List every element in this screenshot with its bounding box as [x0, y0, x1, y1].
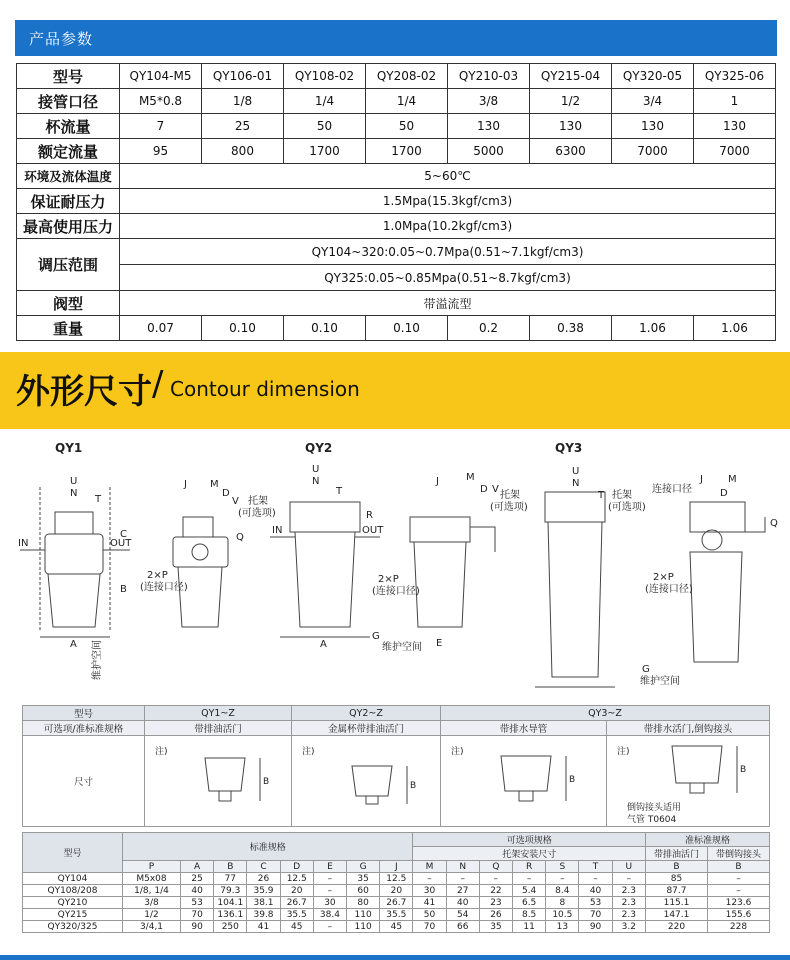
col-header: U	[612, 861, 645, 873]
label-bracket-3: 托架	[612, 490, 632, 501]
cell: QY215-04	[530, 64, 612, 89]
cell: 85	[645, 873, 707, 885]
row-model: QY210	[23, 897, 123, 909]
qy1-body	[55, 512, 93, 534]
header-cell: 可选项规格	[413, 833, 646, 847]
col-header: R	[513, 861, 546, 873]
cell: 26.7	[380, 897, 413, 909]
cell: 5~60℃	[120, 164, 776, 189]
cell: 1/2	[123, 909, 181, 921]
cell: QY106-01	[202, 64, 284, 89]
dim-letter: M	[210, 479, 219, 490]
dim-letter: A	[320, 639, 327, 650]
metal-bowl-drawing	[332, 746, 442, 826]
cell: QY208-02	[366, 64, 448, 89]
dim-letter: J	[184, 479, 187, 490]
qy2-front-head	[410, 517, 470, 542]
col-header: G	[347, 861, 380, 873]
cell: QY104-M5	[120, 64, 202, 89]
cell: 250	[214, 921, 247, 933]
cell: 12.5	[380, 873, 413, 885]
label-2p-2: 2×P	[378, 574, 399, 585]
dim-letter: R	[366, 510, 373, 521]
drain-tube-drawing	[471, 746, 591, 826]
row-label: 重量	[17, 316, 120, 341]
dim-letter: Q	[770, 518, 778, 529]
dim-letter: U	[70, 476, 78, 487]
cell: 8.5	[513, 909, 546, 921]
option-drawing-cell	[292, 736, 441, 827]
row-label: 保证耐压力	[17, 189, 120, 214]
label-conn-port: 连接口径	[652, 484, 692, 495]
cell: 23	[479, 897, 512, 909]
cell: 13	[546, 921, 579, 933]
dim-letter: T	[598, 490, 605, 501]
cell: 50	[366, 114, 448, 139]
cell: 1/4	[366, 89, 448, 114]
dim-letter: D	[480, 484, 488, 495]
section-banner	[0, 352, 790, 429]
cell: QY210-03	[448, 64, 530, 89]
cell: 41	[413, 897, 446, 909]
dim-letter: Q	[236, 532, 244, 543]
section-title-en: Contour dimension	[170, 377, 360, 401]
cell: 7000	[694, 139, 776, 164]
qy2-bowl	[178, 567, 222, 627]
cell: 20	[380, 885, 413, 897]
cell: 26.7	[280, 897, 313, 909]
cell: 104.1	[214, 897, 247, 909]
dim-b: B	[263, 777, 270, 787]
dim-letter: M	[466, 472, 475, 483]
dim-letter: U	[312, 464, 320, 475]
section-title-cn: 外形尺寸	[16, 372, 152, 412]
cell: 1700	[366, 139, 448, 164]
dim-letter: M	[728, 474, 737, 485]
dim-letter: C	[120, 529, 127, 540]
table-row	[17, 239, 776, 265]
col-header: E	[313, 861, 346, 873]
cell: 35.5	[280, 909, 313, 921]
row-model: QY320/325	[23, 921, 123, 933]
cell: 25	[202, 114, 284, 139]
cell: 130	[694, 114, 776, 139]
cell: 1/8, 1/4	[123, 885, 181, 897]
dim-letter: V	[492, 484, 499, 495]
table-row	[23, 861, 770, 873]
cell: 12.5	[280, 873, 313, 885]
dim-letter: U	[572, 466, 580, 477]
header-cell: 带排油活门	[145, 721, 292, 736]
label-port-note-2: (连接口径)	[372, 586, 420, 597]
row-model: QY104	[23, 873, 123, 885]
table-row	[23, 909, 770, 921]
header-cell: 型号	[23, 706, 145, 721]
drawing-title-qy3: QY3	[555, 441, 583, 455]
cell: –	[707, 873, 769, 885]
row-label: 阀型	[17, 291, 120, 316]
section-header-bar	[15, 20, 777, 56]
table-row	[17, 64, 776, 89]
table-row	[23, 833, 770, 847]
label-in-2: IN	[272, 525, 283, 536]
dim-letter: N	[572, 478, 580, 489]
col-header: B	[707, 861, 769, 873]
cell: QY320-05	[612, 64, 694, 89]
cell: 3/8	[123, 897, 181, 909]
cell: 5000	[448, 139, 530, 164]
cell: 2.3	[612, 885, 645, 897]
cell: 50	[413, 909, 446, 921]
header-cell: QY3~Z	[441, 706, 770, 721]
table-row	[23, 921, 770, 933]
cell: 1	[694, 89, 776, 114]
dimension-rows	[23, 873, 770, 933]
dim-b: B	[740, 765, 747, 775]
cell: 1700	[284, 139, 366, 164]
params-table	[16, 63, 776, 341]
label-port-note: (连接口径)	[140, 582, 188, 593]
col-header: B	[645, 861, 707, 873]
cell: 1.5Mpa(15.3kgf/cm3)	[120, 189, 776, 214]
bottom-border	[0, 955, 790, 960]
label-bracket-opt-2: (可选项)	[490, 502, 528, 513]
cell: –	[413, 873, 446, 885]
cell: 1.06	[694, 316, 776, 341]
label-bracket-opt: (可选项)	[238, 508, 276, 519]
cell: –	[313, 885, 346, 897]
row-model: QY215	[23, 909, 123, 921]
cell: 123.6	[707, 897, 769, 909]
cell: 40	[181, 885, 214, 897]
qy3-bowl	[548, 522, 602, 677]
cell: 50	[284, 114, 366, 139]
dim-letter: N	[70, 488, 78, 499]
note: 注)	[617, 747, 630, 757]
dim-letter: T	[336, 486, 343, 497]
cell: 66	[446, 921, 479, 933]
cell: –	[313, 873, 346, 885]
cell: –	[579, 873, 612, 885]
cell: 35.9	[247, 885, 280, 897]
cell: 110	[347, 909, 380, 921]
cell: 155.6	[707, 909, 769, 921]
section-title: 产品参数	[29, 30, 94, 48]
cell: 5.4	[513, 885, 546, 897]
dim-letter: T	[95, 494, 102, 505]
contour-drawings	[0, 432, 790, 702]
cell: 20	[280, 885, 313, 897]
cell: 45	[380, 921, 413, 933]
cell: 220	[645, 921, 707, 933]
col-header: M	[413, 861, 446, 873]
qy1-bowl	[48, 574, 100, 627]
cell: 130	[448, 114, 530, 139]
header-cell: 准标准规格	[645, 833, 769, 847]
cell: 3/8	[448, 89, 530, 114]
label-bracket: 托架	[248, 496, 268, 507]
col-header: J	[380, 861, 413, 873]
cell: 40	[579, 885, 612, 897]
cell: 35.5	[380, 909, 413, 921]
table-row	[17, 139, 776, 164]
table-row	[23, 721, 770, 736]
qy3-side-head	[690, 502, 745, 532]
cell: 0.10	[284, 316, 366, 341]
cell: 6300	[530, 139, 612, 164]
row-model: QY108/208	[23, 885, 123, 897]
row-label: 杯流量	[17, 114, 120, 139]
cell: 53	[181, 897, 214, 909]
table-row	[23, 706, 770, 721]
option-drawing-cell	[441, 736, 607, 827]
cell: 1/8	[202, 89, 284, 114]
cell: 87.7	[645, 885, 707, 897]
cell: –	[446, 873, 479, 885]
barb-note: 气管 T0604	[627, 815, 677, 825]
dim-letter: E	[436, 638, 443, 649]
cell: –	[513, 873, 546, 885]
cell: 40	[446, 897, 479, 909]
cell: 11	[513, 921, 546, 933]
qy2-side-head	[290, 502, 360, 532]
row-label: 尺寸	[23, 736, 145, 827]
qy3-head	[545, 492, 605, 522]
option-table	[22, 705, 770, 827]
dim-b: B	[569, 775, 576, 785]
dim-letter: J	[700, 474, 703, 485]
cell: 41	[247, 921, 280, 933]
header-cell: 带倒钩接头	[707, 847, 769, 861]
cell: 0.2	[448, 316, 530, 341]
cell: 130	[612, 114, 694, 139]
table-row	[17, 114, 776, 139]
barb-fitting-drawing	[627, 738, 767, 826]
cell: 25	[181, 873, 214, 885]
cell: 8.4	[546, 885, 579, 897]
qy2-head	[173, 537, 228, 567]
cell: –	[313, 921, 346, 933]
cell: 7000	[612, 139, 694, 164]
table-row	[17, 291, 776, 316]
label-maint: 维护空间	[382, 642, 422, 653]
cell: 8	[546, 897, 579, 909]
barb-note: 倒钩接头适用	[627, 803, 682, 813]
label-port-note-3: (连接口径)	[645, 584, 693, 595]
row-label: 最高使用压力	[17, 214, 120, 239]
cell: 26	[247, 873, 280, 885]
cell: 70	[181, 909, 214, 921]
table-row	[17, 89, 776, 114]
cell: 1/2	[530, 89, 612, 114]
cell: 0.10	[366, 316, 448, 341]
cell: 90	[579, 921, 612, 933]
table-row	[23, 736, 770, 827]
cell: 90	[181, 921, 214, 933]
header-cell: QY1~Z	[145, 706, 292, 721]
cell: 2.3	[612, 909, 645, 921]
table-row	[23, 897, 770, 909]
cell: 38.4	[313, 909, 346, 921]
table-row	[23, 885, 770, 897]
label-2p: 2×P	[147, 570, 168, 581]
dim-letter: D	[720, 488, 728, 499]
label-maint-3: 维护空间	[640, 676, 680, 687]
cell: 35	[479, 921, 512, 933]
note: 注)	[302, 747, 315, 757]
cell: 3/4	[612, 89, 694, 114]
label-2p-3: 2×P	[653, 572, 674, 583]
label-maint-1: 维护空间	[92, 640, 103, 680]
col-header: Q	[479, 861, 512, 873]
cell: 35	[347, 873, 380, 885]
cell: 800	[202, 139, 284, 164]
header-cell: 可选项/准标准规格	[23, 721, 145, 736]
cell: 10.5	[546, 909, 579, 921]
label-in: IN	[18, 538, 29, 549]
dim-letter: B	[120, 584, 127, 595]
header-cell: 带排水导管	[441, 721, 607, 736]
table-row	[17, 316, 776, 341]
table-row	[17, 189, 776, 214]
col-header: A	[181, 861, 214, 873]
cell: M5x08	[123, 873, 181, 885]
cell: 6.5	[513, 897, 546, 909]
cell: 2.3	[612, 897, 645, 909]
header-cell: 托架安装尺寸	[413, 847, 646, 861]
note: 注)	[451, 747, 464, 757]
label-out: OUT	[110, 538, 132, 549]
cell: 110	[347, 921, 380, 933]
cell: 60	[347, 885, 380, 897]
cell: M5*0.8	[120, 89, 202, 114]
col-header: S	[546, 861, 579, 873]
cell: 39.8	[247, 909, 280, 921]
dim-letter: A	[70, 639, 77, 650]
table-row	[17, 164, 776, 189]
header-cell: 标准规格	[123, 833, 413, 861]
label-bracket-2: 托架	[500, 490, 520, 501]
col-header: B	[214, 861, 247, 873]
header-cell: 金属杯带排油活门	[292, 721, 441, 736]
dim-letter: D	[222, 488, 230, 499]
row-label: 调压范围	[17, 239, 120, 291]
cell: 77	[214, 873, 247, 885]
dim-letter: J	[436, 476, 439, 487]
row-label: 环境及流体温度	[17, 164, 120, 189]
cell: 95	[120, 139, 202, 164]
cell: 30	[413, 885, 446, 897]
cell: 0.38	[530, 316, 612, 341]
cell: 30	[313, 897, 346, 909]
cell: –	[546, 873, 579, 885]
cell: –	[479, 873, 512, 885]
row-label: 接管口径	[17, 89, 120, 114]
cell: 54	[446, 909, 479, 921]
dim-letter: N	[312, 476, 320, 487]
cell: 带溢流型	[120, 291, 776, 316]
cell: 228	[707, 921, 769, 933]
col-header: N	[446, 861, 479, 873]
dim-letter: G	[642, 664, 650, 675]
qy2-side-bowl	[295, 532, 355, 627]
col-header: D	[280, 861, 313, 873]
drain-cock-drawing	[185, 746, 285, 826]
row-label: 额定流量	[17, 139, 120, 164]
cell: 0.07	[120, 316, 202, 341]
cell: 26	[479, 909, 512, 921]
cell: 1.06	[612, 316, 694, 341]
cell: 3/4,1	[123, 921, 181, 933]
table-row	[17, 265, 776, 291]
cell: 115.1	[645, 897, 707, 909]
label-out-2: OUT	[362, 525, 384, 536]
cell: 79.3	[214, 885, 247, 897]
dim-letter: V	[232, 496, 239, 507]
cell: QY104~320:0.05~0.7Mpa(0.51~7.1kgf/cm3)	[120, 239, 776, 265]
cell: QY325:0.05~0.85Mpa(0.51~8.7kgf/cm3)	[120, 265, 776, 291]
cell: 7	[120, 114, 202, 139]
cell: QY108-02	[284, 64, 366, 89]
cell: –	[612, 873, 645, 885]
qy1-head	[45, 534, 103, 574]
cell: 70	[579, 909, 612, 921]
col-header: T	[579, 861, 612, 873]
note: 注)	[155, 747, 168, 757]
drawing-title-qy1: QY1	[55, 441, 83, 455]
cell: 147.1	[645, 909, 707, 921]
dim-letter: G	[372, 631, 380, 642]
header-cell: QY2~Z	[292, 706, 441, 721]
table-row	[17, 214, 776, 239]
cell: 53	[579, 897, 612, 909]
cell: 27	[446, 885, 479, 897]
cell: 0.10	[202, 316, 284, 341]
cell: 3.2	[612, 921, 645, 933]
cell: 22	[479, 885, 512, 897]
qy3-side-bowl	[690, 552, 742, 662]
cell: 38.1	[247, 897, 280, 909]
cell: 70	[413, 921, 446, 933]
label-bracket-opt-3: (可选项)	[608, 502, 646, 513]
cell: 1.0Mpa(10.2kgf/cm3)	[120, 214, 776, 239]
cell: QY325-06	[694, 64, 776, 89]
header-cell: 带排油活门	[645, 847, 707, 861]
header-cell: 型号	[23, 833, 123, 873]
cell: 80	[347, 897, 380, 909]
cell: 136.1	[214, 909, 247, 921]
cell: –	[707, 885, 769, 897]
cell: 45	[280, 921, 313, 933]
table-row	[23, 873, 770, 885]
col-header: C	[247, 861, 280, 873]
cell: 130	[530, 114, 612, 139]
header-cell: 带排水活门,倒钩接头	[607, 721, 770, 736]
dim-b: B	[410, 781, 417, 791]
dimension-table	[22, 832, 770, 933]
option-drawing-cell	[145, 736, 292, 827]
col-header: P	[123, 861, 181, 873]
option-drawing-cell	[607, 736, 770, 827]
row-label: 型号	[17, 64, 120, 89]
qy2-front-bowl	[414, 542, 466, 627]
drawing-title-qy2: QY2	[305, 441, 333, 455]
cell: 1/4	[284, 89, 366, 114]
qy2-bonnet	[183, 517, 213, 537]
section-title-slash: /	[152, 364, 164, 404]
